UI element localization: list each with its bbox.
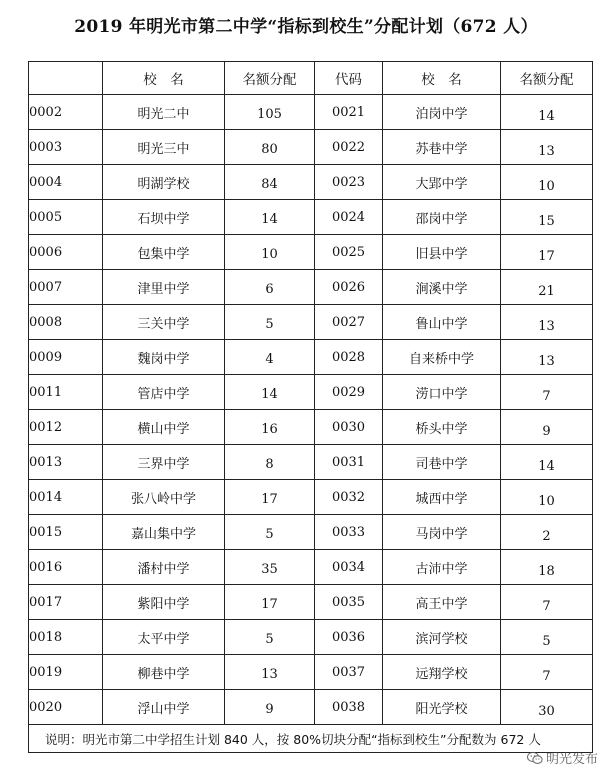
right-school-name: 自来桥中学 [383, 340, 501, 375]
header-right-quota: 名额分配 [501, 62, 593, 95]
table-row [29, 620, 593, 655]
table-row [29, 340, 593, 375]
right-school-name: 阳光学校 [383, 690, 501, 725]
header-right-code: 代码 [315, 62, 383, 95]
right-school-name: 邵岗中学 [383, 200, 501, 235]
left-school-name: 潘村中学 [103, 550, 225, 585]
left-school-name: 石坝中学 [103, 200, 225, 235]
left-school-code: 0012 [29, 410, 103, 445]
left-school-code: 0002 [29, 95, 103, 130]
right-school-code: 0028 [315, 340, 383, 375]
left-school-quota [225, 375, 315, 410]
right-school-code: 0037 [315, 655, 383, 690]
right-school-quota-value: 7 [542, 668, 551, 684]
footnote: 说明：明光市第二中学招生计划 840 人，按 80%切块分配“指标到校生”分配数为 672 人 [29, 725, 593, 753]
left-school-quota-value: 10 [261, 246, 278, 262]
left-school-quota-value: 8 [265, 456, 274, 472]
right-school-quota [501, 515, 593, 550]
right-school-name: 鲁山中学 [383, 305, 501, 340]
right-school-code: 0031 [315, 445, 383, 480]
right-school-name: 泊岗中学 [383, 95, 501, 130]
right-school-quota [501, 550, 593, 585]
right-school-quota-value: 17 [538, 248, 555, 264]
table-row [29, 130, 593, 165]
left-school-code: 0005 [29, 200, 103, 235]
left-school-name: 魏岗中学 [103, 340, 225, 375]
left-school-name: 嘉山集中学 [103, 515, 225, 550]
left-school-quota [225, 130, 315, 165]
left-school-name: 横山中学 [103, 410, 225, 445]
right-school-code: 0022 [315, 130, 383, 165]
left-school-name: 紫阳中学 [103, 585, 225, 620]
right-school-name: 涝口中学 [383, 375, 501, 410]
left-school-code: 0008 [29, 305, 103, 340]
right-school-quota [501, 270, 593, 305]
left-school-quota-value: 9 [265, 701, 274, 717]
right-school-quota [501, 655, 593, 690]
left-school-name: 津里中学 [103, 270, 225, 305]
right-school-code: 0025 [315, 235, 383, 270]
right-school-quota-value: 5 [542, 633, 551, 649]
right-school-name: 涧溪中学 [383, 270, 501, 305]
left-school-quota-value: 17 [261, 491, 278, 507]
left-school-name: 三关中学 [103, 305, 225, 340]
right-school-quota [501, 305, 593, 340]
right-school-quota-value: 14 [538, 458, 555, 474]
right-school-quota-value: 7 [542, 598, 551, 614]
left-school-quota-value: 105 [257, 106, 282, 122]
right-school-quota [501, 130, 593, 165]
right-school-quota [501, 410, 593, 445]
left-school-quota [225, 340, 315, 375]
left-school-quota [225, 165, 315, 200]
right-school-quota-value: 18 [538, 563, 555, 579]
left-school-quota [225, 445, 315, 480]
right-school-name: 马岗中学 [383, 515, 501, 550]
left-school-quota [225, 585, 315, 620]
left-school-code: 0014 [29, 480, 103, 515]
left-school-code: 0018 [29, 620, 103, 655]
table-row [29, 165, 593, 200]
wechat-logo-icon [527, 751, 543, 765]
right-school-name: 滨河学校 [383, 620, 501, 655]
right-school-code: 0021 [315, 95, 383, 130]
header-right-name: 校 名 [383, 62, 501, 95]
left-school-name: 浮山中学 [103, 690, 225, 725]
allocation-table [28, 61, 593, 753]
left-school-quota-value: 80 [261, 141, 278, 157]
right-school-quota [501, 165, 593, 200]
left-school-name: 明光三中 [103, 130, 225, 165]
left-school-code: 0006 [29, 235, 103, 270]
header-left-quota: 名额分配 [225, 62, 315, 95]
left-school-quota [225, 655, 315, 690]
right-school-code: 0035 [315, 585, 383, 620]
left-school-quota-value: 13 [261, 666, 278, 682]
right-school-name: 司巷中学 [383, 445, 501, 480]
left-school-code: 0004 [29, 165, 103, 200]
left-school-code: 0017 [29, 585, 103, 620]
header-left-name: 校 名 [103, 62, 225, 95]
right-school-quota-value: 30 [538, 703, 555, 719]
right-school-name: 城西中学 [383, 480, 501, 515]
right-school-quota [501, 690, 593, 725]
left-school-quota [225, 235, 315, 270]
left-school-quota [225, 95, 315, 130]
right-school-quota [501, 200, 593, 235]
left-school-code: 0007 [29, 270, 103, 305]
right-school-name: 苏巷中学 [383, 130, 501, 165]
left-school-name: 柳巷中学 [103, 655, 225, 690]
left-school-quota-value: 35 [261, 561, 278, 577]
table-row [29, 270, 593, 305]
left-school-quota [225, 690, 315, 725]
left-school-quota-value: 5 [265, 631, 274, 647]
right-school-quota-value: 7 [542, 388, 551, 404]
right-school-quota-value: 13 [538, 318, 555, 334]
right-school-code: 0036 [315, 620, 383, 655]
right-school-quota [501, 480, 593, 515]
right-school-quota [501, 235, 593, 270]
note-row [29, 725, 593, 753]
left-school-code: 0009 [29, 340, 103, 375]
table-header-row [29, 62, 593, 95]
right-school-code: 0033 [315, 515, 383, 550]
right-school-name: 桥头中学 [383, 410, 501, 445]
right-school-quota-value: 15 [538, 213, 555, 229]
right-school-quota-value: 14 [538, 108, 555, 124]
right-school-name: 古沛中学 [383, 550, 501, 585]
table-row [29, 235, 593, 270]
right-school-code: 0027 [315, 305, 383, 340]
left-school-code: 0015 [29, 515, 103, 550]
table-row [29, 410, 593, 445]
left-school-code: 0020 [29, 690, 103, 725]
left-school-quota [225, 550, 315, 585]
left-school-code: 0011 [29, 375, 103, 410]
table-row [29, 480, 593, 515]
right-school-code: 0029 [315, 375, 383, 410]
left-school-code: 0013 [29, 445, 103, 480]
right-school-code: 0026 [315, 270, 383, 305]
right-school-quota-value: 21 [538, 283, 555, 299]
watermark-text: 明光发布 [545, 752, 598, 767]
left-school-quota-value: 14 [261, 211, 278, 227]
right-school-quota-value: 10 [538, 493, 555, 509]
left-school-code: 0019 [29, 655, 103, 690]
right-school-code: 0030 [315, 410, 383, 445]
left-school-quota-value: 5 [265, 316, 274, 332]
left-school-name: 管店中学 [103, 375, 225, 410]
right-school-quota [501, 95, 593, 130]
header-left-code [29, 62, 103, 95]
page-title: 2019 年明光市第二中学“指标到校生”分配计划（672 人） [74, 17, 538, 37]
left-school-quota-value: 5 [265, 526, 274, 542]
left-school-quota-value: 6 [265, 281, 274, 297]
left-school-quota-value: 4 [265, 351, 274, 367]
left-school-quota-value: 14 [261, 386, 278, 402]
right-school-name: 高王中学 [383, 585, 501, 620]
right-school-code: 0038 [315, 690, 383, 725]
right-school-quota [501, 445, 593, 480]
left-school-quota [225, 480, 315, 515]
left-school-name: 明光二中 [103, 95, 225, 130]
watermark [527, 748, 598, 767]
right-school-quota-value: 10 [538, 178, 555, 194]
right-school-quota-value: 13 [538, 143, 555, 159]
table-row [29, 690, 593, 725]
left-school-quota-value: 17 [261, 596, 278, 612]
table-row [29, 445, 593, 480]
left-school-quota-value: 84 [261, 176, 278, 192]
left-school-quota [225, 410, 315, 445]
left-school-quota-value: 16 [261, 421, 278, 437]
table-row [29, 200, 593, 235]
right-school-quota-value: 9 [542, 423, 551, 439]
left-school-code: 0016 [29, 550, 103, 585]
left-school-code: 0003 [29, 130, 103, 165]
right-school-quota [501, 340, 593, 375]
left-school-name: 太平中学 [103, 620, 225, 655]
table-row [29, 95, 593, 130]
right-school-code: 0032 [315, 480, 383, 515]
table-row [29, 305, 593, 340]
right-school-quota [501, 620, 593, 655]
right-school-quota [501, 375, 593, 410]
table-row [29, 655, 593, 690]
right-school-quota-value: 2 [542, 528, 551, 544]
left-school-quota [225, 515, 315, 550]
right-school-code: 0034 [315, 550, 383, 585]
left-school-name: 张八岭中学 [103, 480, 225, 515]
left-school-quota [225, 200, 315, 235]
left-school-quota [225, 620, 315, 655]
right-school-name: 旧县中学 [383, 235, 501, 270]
left-school-name: 包集中学 [103, 235, 225, 270]
left-school-quota [225, 270, 315, 305]
table-row [29, 585, 593, 620]
table-row [29, 515, 593, 550]
right-school-name: 大郢中学 [383, 165, 501, 200]
right-school-code: 0024 [315, 200, 383, 235]
right-school-name: 远翔学校 [383, 655, 501, 690]
right-school-quota [501, 585, 593, 620]
right-school-code: 0023 [315, 165, 383, 200]
left-school-quota [225, 305, 315, 340]
table-row [29, 550, 593, 585]
left-school-name: 三界中学 [103, 445, 225, 480]
right-school-quota-value: 13 [538, 353, 555, 369]
table-row [29, 375, 593, 410]
left-school-name: 明湖学校 [103, 165, 225, 200]
